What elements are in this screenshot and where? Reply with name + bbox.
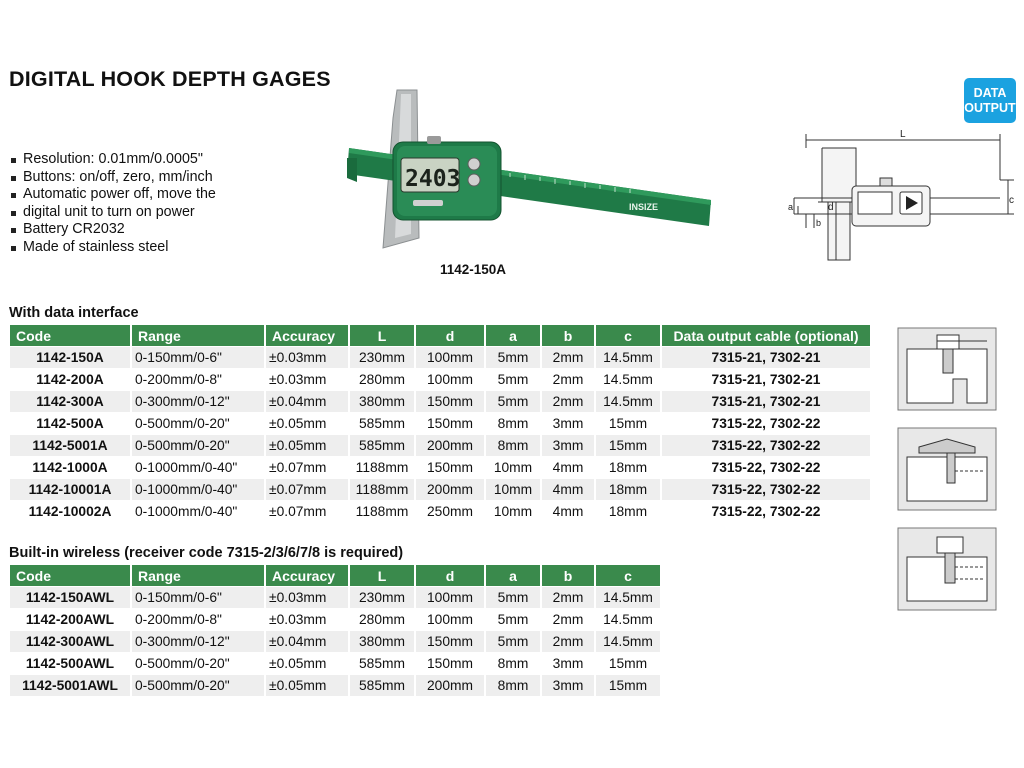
data-output-badge	[964, 78, 1016, 123]
table-cell: 18mm	[596, 479, 660, 500]
table-cell: 14.5mm	[596, 369, 660, 390]
table-cell: 380mm	[350, 631, 414, 652]
column-header: c	[596, 565, 660, 586]
table-cell: ±0.04mm	[266, 391, 348, 412]
table-cell: 0-300mm/0-12"	[132, 631, 264, 652]
feature-item: Battery CR2032	[10, 221, 216, 239]
table-cell: 0-150mm/0-6"	[132, 347, 264, 368]
table-cell: ±0.05mm	[266, 675, 348, 696]
table-cell: 18mm	[596, 501, 660, 522]
table-cell: 0-300mm/0-12"	[132, 391, 264, 412]
badge-line-1: DATA	[973, 85, 1007, 100]
product-caption: 1142-150A	[440, 262, 507, 277]
table-cell: 3mm	[542, 653, 594, 674]
table-cell: ±0.03mm	[266, 369, 348, 390]
table-cell: 0-1000mm/0-40"	[132, 457, 264, 478]
table-cell: 18mm	[596, 457, 660, 478]
application-figure-2	[897, 427, 997, 511]
table-cell: 4mm	[542, 479, 594, 500]
table-cell: 200mm	[416, 479, 484, 500]
table-cell: 0-500mm/0-20"	[132, 413, 264, 434]
badge-line-2: OUTPUT	[964, 100, 1016, 115]
dim-label-c: c	[1009, 195, 1014, 206]
column-header: Range	[132, 325, 264, 346]
column-header: d	[416, 325, 484, 346]
code-cell: 1142-300A	[10, 391, 130, 412]
table-cell: 15mm	[596, 413, 660, 434]
table-cell: ±0.03mm	[266, 587, 348, 608]
table-cell: 14.5mm	[596, 391, 660, 412]
section-title-data-interface: With data interface	[9, 305, 139, 321]
table-cell: 200mm	[416, 435, 484, 456]
table-cell: 585mm	[350, 435, 414, 456]
table-cell: 150mm	[416, 391, 484, 412]
table-row	[10, 391, 870, 412]
table-cell: 2mm	[542, 631, 594, 652]
table-cell: 15mm	[596, 435, 660, 456]
table-cell: 4mm	[542, 501, 594, 522]
table-cell: 150mm	[416, 457, 484, 478]
cable-cell: 7315-21, 7302-21	[662, 391, 870, 412]
table-cell: 10mm	[486, 501, 540, 522]
table-row	[10, 501, 870, 522]
application-figure-3	[897, 527, 997, 611]
feature-item: Buttons: on/off, zero, mm/inch	[10, 169, 216, 187]
column-header: Accuracy	[266, 565, 348, 586]
table-cell: 4mm	[542, 457, 594, 478]
section-title-wireless: Built-in wireless (receiver code 7315-2/3/6/7/8 is required)	[9, 545, 404, 561]
table-row	[10, 587, 660, 608]
code-cell: 1142-500A	[10, 413, 130, 434]
column-header: L	[350, 565, 414, 586]
column-header: b	[542, 325, 594, 346]
brand-logo: INSIZE	[629, 202, 659, 212]
table-cell: 2mm	[542, 587, 594, 608]
table-cell: ±0.04mm	[266, 631, 348, 652]
feature-list	[10, 151, 216, 257]
table-cell: ±0.05mm	[266, 653, 348, 674]
lcd-readout: 2403	[405, 166, 461, 192]
cable-cell: 7315-22, 7302-22	[662, 457, 870, 478]
table-cell: 2mm	[542, 347, 594, 368]
table-cell: 585mm	[350, 413, 414, 434]
column-header: Accuracy	[266, 325, 348, 346]
cable-cell: 7315-21, 7302-21	[662, 369, 870, 390]
table-row	[10, 457, 870, 478]
table-cell: 1188mm	[350, 457, 414, 478]
table-cell: 8mm	[486, 435, 540, 456]
column-header: a	[486, 325, 540, 346]
column-header: Range	[132, 565, 264, 586]
table-cell: 1188mm	[350, 479, 414, 500]
table-cell: 3mm	[542, 435, 594, 456]
code-cell: 1142-300AWL	[10, 631, 130, 652]
cable-cell: 7315-21, 7302-21	[662, 347, 870, 368]
code-cell: 1142-200A	[10, 369, 130, 390]
table-cell: 585mm	[350, 675, 414, 696]
table-row	[10, 413, 870, 434]
table-cell: 2mm	[542, 391, 594, 412]
product-image	[345, 88, 717, 258]
code-cell: 1142-150A	[10, 347, 130, 368]
table-cell: 2mm	[542, 369, 594, 390]
table-cell: 200mm	[416, 675, 484, 696]
cable-cell: 7315-22, 7302-22	[662, 413, 870, 434]
code-cell: 1142-10001A	[10, 479, 130, 500]
table-cell: 10mm	[486, 457, 540, 478]
dimension-diagram	[788, 128, 1020, 268]
table-cell: 14.5mm	[596, 587, 660, 608]
column-header: Code	[10, 325, 130, 346]
table-cell: 100mm	[416, 369, 484, 390]
code-cell: 1142-150AWL	[10, 587, 130, 608]
spec-table-wireless	[8, 564, 662, 697]
table-cell: 5mm	[486, 369, 540, 390]
code-cell: 1142-5001A	[10, 435, 130, 456]
column-header: L	[350, 325, 414, 346]
code-cell: 1142-10002A	[10, 501, 130, 522]
table-cell: 585mm	[350, 653, 414, 674]
cable-cell: 7315-22, 7302-22	[662, 479, 870, 500]
table-row	[10, 653, 660, 674]
table-cell: 150mm	[416, 653, 484, 674]
table-cell: 3mm	[542, 675, 594, 696]
table-cell: ±0.05mm	[266, 435, 348, 456]
table-cell: 14.5mm	[596, 609, 660, 630]
table-cell: 0-500mm/0-20"	[132, 653, 264, 674]
table-row	[10, 609, 660, 630]
table-cell: 0-150mm/0-6"	[132, 587, 264, 608]
table-cell: 15mm	[596, 675, 660, 696]
column-header: d	[416, 565, 484, 586]
table-row	[10, 675, 660, 696]
table-cell: ±0.07mm	[266, 479, 348, 500]
table-cell: 8mm	[486, 675, 540, 696]
table-cell: 5mm	[486, 631, 540, 652]
feature-item: Automatic power off, move the	[10, 186, 216, 204]
application-figure-1	[897, 327, 997, 411]
table-cell: 0-1000mm/0-40"	[132, 501, 264, 522]
table-row	[10, 347, 870, 368]
dim-label-b: b	[816, 218, 822, 228]
table-cell: 0-500mm/0-20"	[132, 435, 264, 456]
table-cell: 0-500mm/0-20"	[132, 675, 264, 696]
table-cell: 15mm	[596, 653, 660, 674]
page-title: DIGITAL HOOK DEPTH GAGES	[9, 67, 331, 91]
table-row	[10, 435, 870, 456]
column-header: Data output cable (optional)	[662, 325, 870, 346]
feature-item: Made of stainless steel	[10, 239, 216, 257]
table-cell: 230mm	[350, 347, 414, 368]
table-cell: 0-200mm/0-8"	[132, 609, 264, 630]
table-cell: 100mm	[416, 587, 484, 608]
table-cell: 5mm	[486, 347, 540, 368]
dim-label-L: L	[900, 129, 906, 140]
code-cell: 1142-200AWL	[10, 609, 130, 630]
feature-item: digital unit to turn on power	[10, 204, 216, 222]
column-header: b	[542, 565, 594, 586]
code-cell: 1142-5001AWL	[10, 675, 130, 696]
table-cell: 2mm	[542, 609, 594, 630]
column-header: a	[486, 565, 540, 586]
table-cell: 14.5mm	[596, 347, 660, 368]
table-cell: 8mm	[486, 413, 540, 434]
table-cell: 1188mm	[350, 501, 414, 522]
code-cell: 1142-500AWL	[10, 653, 130, 674]
table-cell: 5mm	[486, 609, 540, 630]
table-cell: ±0.07mm	[266, 501, 348, 522]
table-cell: ±0.03mm	[266, 347, 348, 368]
table-cell: 250mm	[416, 501, 484, 522]
table-row	[10, 369, 870, 390]
code-cell: 1142-1000A	[10, 457, 130, 478]
table-cell: ±0.05mm	[266, 413, 348, 434]
table-cell: ±0.03mm	[266, 609, 348, 630]
dim-label-a: a	[788, 202, 794, 212]
table-cell: 280mm	[350, 369, 414, 390]
table-cell: ±0.07mm	[266, 457, 348, 478]
cable-cell: 7315-22, 7302-22	[662, 501, 870, 522]
table-row	[10, 631, 660, 652]
table-cell: 150mm	[416, 631, 484, 652]
table-cell: 8mm	[486, 653, 540, 674]
table-cell: 150mm	[416, 413, 484, 434]
table-cell: 280mm	[350, 609, 414, 630]
table-cell: 100mm	[416, 347, 484, 368]
column-header: Code	[10, 565, 130, 586]
table-cell: 0-200mm/0-8"	[132, 369, 264, 390]
table-cell: 100mm	[416, 609, 484, 630]
column-header: c	[596, 325, 660, 346]
table-cell: 5mm	[486, 391, 540, 412]
feature-item: Resolution: 0.01mm/0.0005"	[10, 151, 216, 169]
cable-cell: 7315-22, 7302-22	[662, 435, 870, 456]
table-cell: 10mm	[486, 479, 540, 500]
dim-label-d: d	[828, 202, 834, 213]
table-cell: 380mm	[350, 391, 414, 412]
table-cell: 5mm	[486, 587, 540, 608]
table-row	[10, 479, 870, 500]
table-cell: 230mm	[350, 587, 414, 608]
spec-table-data-interface	[8, 324, 872, 523]
table-cell: 0-1000mm/0-40"	[132, 479, 264, 500]
table-cell: 3mm	[542, 413, 594, 434]
table-cell: 14.5mm	[596, 631, 660, 652]
